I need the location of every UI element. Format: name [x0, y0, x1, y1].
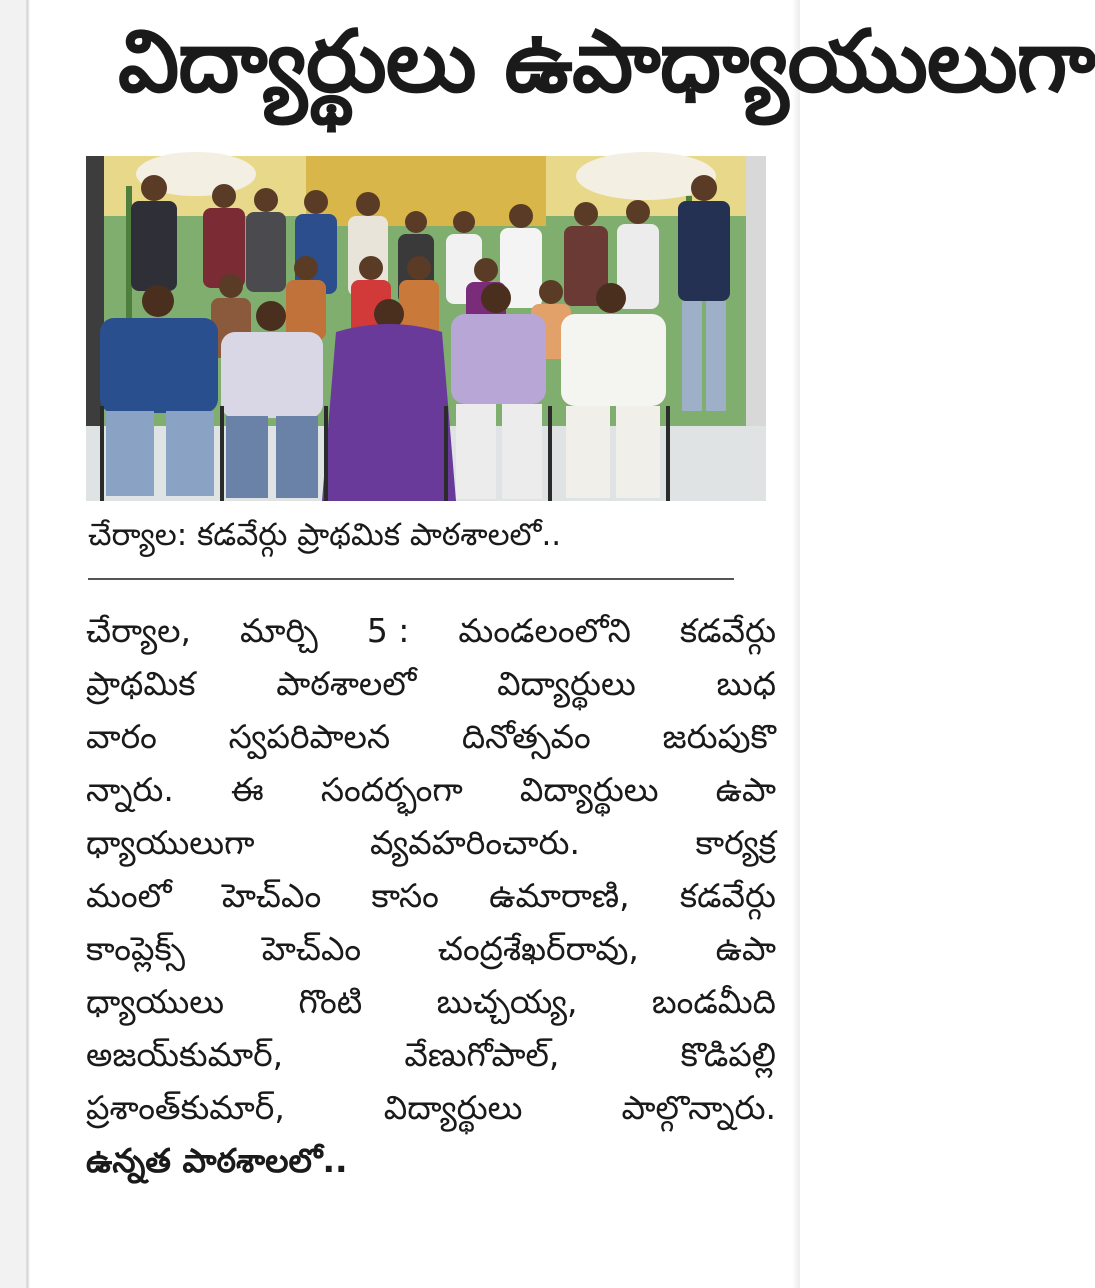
word: ఉపా [715, 929, 776, 968]
word: హెచ్‌ఎం [261, 929, 362, 968]
article-line [86, 604, 776, 657]
word: చంద్రశేఖర్‌రావు, [437, 929, 639, 968]
word: బుచ్చయ్య, [436, 982, 578, 1021]
word: కడవేర్గు [679, 611, 776, 650]
word: పాఠశాలలో [276, 664, 417, 703]
word: గొంటి [298, 982, 363, 1021]
word: ప్రశాంత్‌కుమార్, [86, 1088, 285, 1127]
article-line [86, 1028, 776, 1081]
article-line [86, 975, 776, 1028]
word: కాసం [371, 876, 439, 915]
word: అజయ్‌కుమార్, [86, 1035, 284, 1074]
word: బండమీది [651, 982, 776, 1021]
word: మండలంలోని [458, 611, 631, 650]
word: చేర్యాల, [86, 611, 192, 650]
word: ధ్యాయులు [86, 982, 225, 1021]
word: వ్యవహరించారు. [370, 823, 580, 862]
word: హెచ్‌ఎం [221, 876, 322, 915]
clipping-edge [792, 0, 800, 1288]
word: విద్యార్థులు [519, 770, 659, 809]
word: జరుపుకొ [662, 717, 776, 756]
headline: విద్యార్థులు ఉపాధ్యాయులుగా [118, 12, 1095, 112]
article-line [86, 657, 776, 710]
word: కార్యక్ర [695, 823, 776, 862]
word: ఉమారాణి, [489, 876, 630, 915]
word: ధ్యాయులుగా [86, 823, 255, 862]
word: విద్యార్థులు [383, 1088, 523, 1127]
word: విద్యార్థులు [497, 664, 636, 703]
photo-caption: చేర్యాల: కడవేర్గు ప్రాథమిక పాఠశాలలో.. [88, 517, 562, 553]
word: బుధ [716, 664, 776, 703]
article-line [86, 763, 776, 816]
word: 5 : [366, 611, 410, 650]
group-photo [86, 156, 766, 501]
word: ఉపా [715, 770, 776, 809]
article-line [86, 710, 776, 763]
article-line [86, 869, 776, 922]
word: స్వపరిపాలన [228, 717, 391, 756]
group-photo-illustration [86, 156, 766, 501]
article-line [86, 922, 776, 975]
word: సందర్భంగా [320, 770, 463, 809]
caption-divider [88, 578, 734, 580]
word: మంలో [86, 876, 172, 915]
word: పాల్గొన్నారు. [621, 1088, 776, 1127]
word: వేణుగోపాల్, [404, 1035, 560, 1074]
word: ప్రాథమిక [86, 664, 196, 703]
word: దినోత్సవం [461, 717, 591, 756]
article-line [86, 816, 776, 869]
article-body [86, 604, 776, 1187]
page-margin-rule [0, 0, 30, 1288]
word: కాంప్లెక్స్ [86, 929, 186, 968]
word: కొడిపల్లి [680, 1035, 776, 1074]
word: న్నారు. [86, 770, 174, 809]
word: ఈ [230, 770, 264, 809]
article-line [86, 1081, 776, 1134]
word: మార్చి [240, 611, 318, 650]
word: వారం [86, 717, 157, 756]
word: కడవేర్గు [679, 876, 776, 915]
subheading [86, 1134, 776, 1187]
subheading-text: ఉన్నత పాఠశాలలో.. [86, 1141, 348, 1180]
